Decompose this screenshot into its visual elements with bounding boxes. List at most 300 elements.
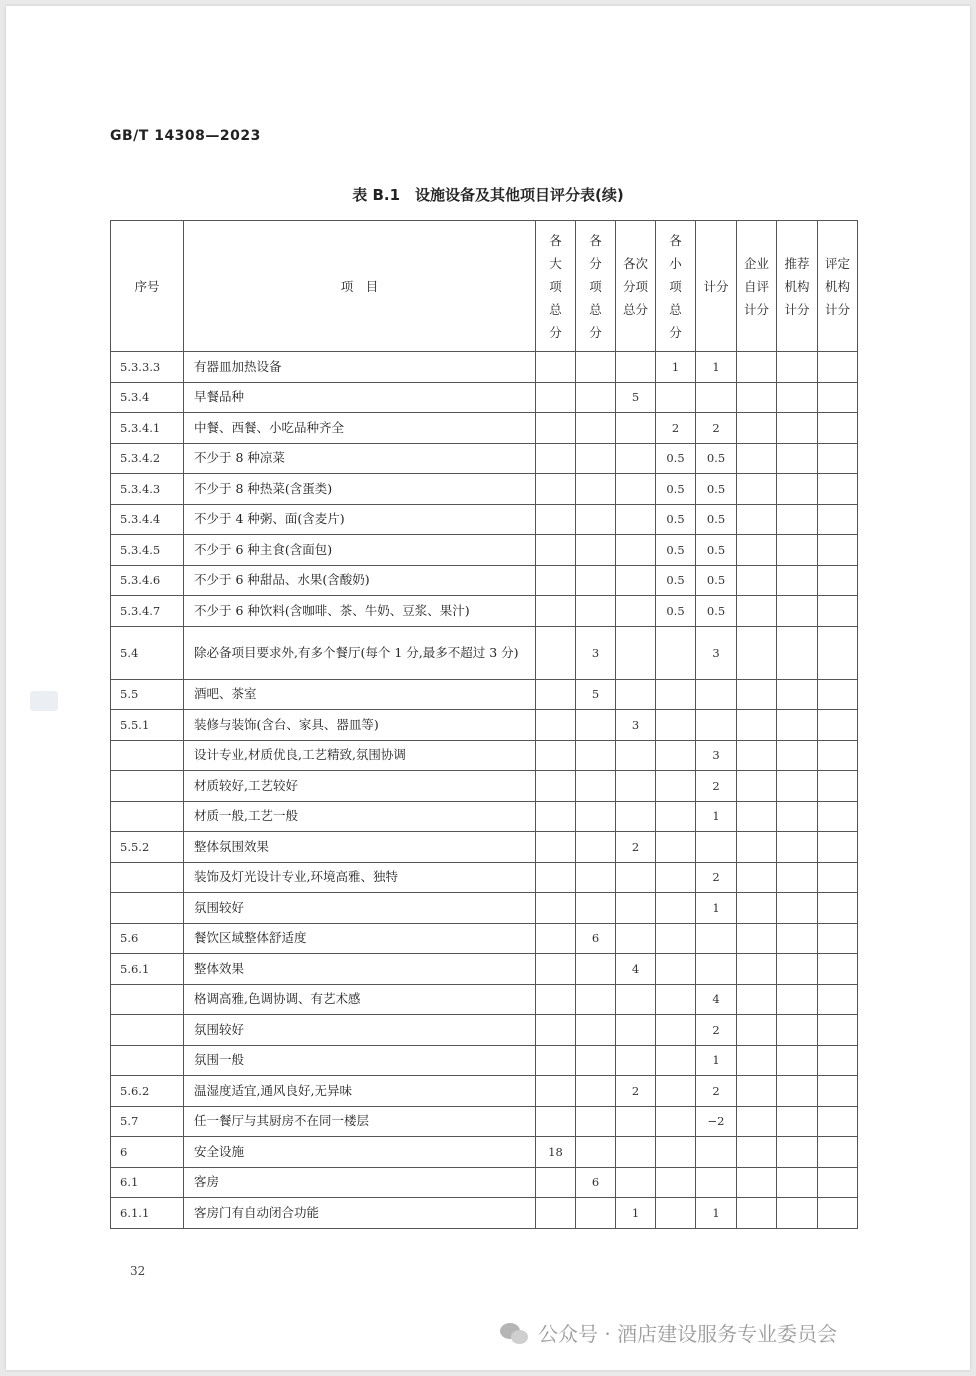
- row-sub-total: [576, 1015, 616, 1046]
- row-sub-total: [576, 443, 616, 474]
- row-item: 温湿度适宜,通风良好,无异味: [184, 1076, 536, 1107]
- table-row: [111, 893, 858, 924]
- row-minor-total: [656, 862, 696, 893]
- row-self-eval: [737, 1106, 777, 1137]
- row-secondary-total: [616, 923, 656, 954]
- row-secondary-total: [616, 740, 656, 771]
- row-score: [696, 1137, 737, 1168]
- row-major-total: [536, 893, 576, 924]
- row-score: 2: [696, 413, 737, 444]
- row-assess: [818, 565, 858, 596]
- header-minor-total: 各小项总分: [656, 221, 696, 352]
- row-recommend: [777, 893, 818, 924]
- row-major-total: [536, 596, 576, 627]
- row-sub-total: 5: [576, 679, 616, 710]
- row-score: [696, 832, 737, 863]
- row-sub-total: [576, 535, 616, 566]
- row-self-eval: [737, 504, 777, 535]
- row-minor-total: 2: [656, 413, 696, 444]
- row-major-total: [536, 1015, 576, 1046]
- row-score: −2: [696, 1106, 737, 1137]
- row-secondary-total: [616, 1045, 656, 1076]
- header-secondary-total: 各次分项总分: [616, 221, 656, 352]
- table-row: [111, 710, 858, 741]
- table-row: [111, 1106, 858, 1137]
- table-row: [111, 1167, 858, 1198]
- watermark: [500, 1318, 837, 1347]
- row-number: 5.5: [111, 679, 184, 710]
- row-minor-total: 1: [656, 352, 696, 383]
- row-major-total: [536, 504, 576, 535]
- row-item: 任一餐厅与其厨房不在同一楼层: [184, 1106, 536, 1137]
- row-minor-total: 0.5: [656, 474, 696, 505]
- row-self-eval: [737, 710, 777, 741]
- row-minor-total: [656, 1167, 696, 1198]
- row-item: 客房: [184, 1167, 536, 1198]
- row-score: 3: [696, 740, 737, 771]
- row-item: 氛围一般: [184, 1045, 536, 1076]
- row-score: 4: [696, 984, 737, 1015]
- row-secondary-total: [616, 771, 656, 802]
- row-self-eval: [737, 954, 777, 985]
- row-number: 5.6.2: [111, 1076, 184, 1107]
- row-secondary-total: [616, 535, 656, 566]
- row-assess: [818, 626, 858, 679]
- row-assess: [818, 893, 858, 924]
- row-score: [696, 382, 737, 413]
- row-sub-total: [576, 504, 616, 535]
- row-score: [696, 679, 737, 710]
- header-self-eval: 企业自评计分: [737, 221, 777, 352]
- row-secondary-total: [616, 565, 656, 596]
- row-minor-total: [656, 710, 696, 741]
- row-major-total: [536, 382, 576, 413]
- row-recommend: [777, 801, 818, 832]
- row-number: 5.3.4.7: [111, 596, 184, 627]
- table-row: [111, 1045, 858, 1076]
- row-self-eval: [737, 535, 777, 566]
- row-item: 有器皿加热设备: [184, 352, 536, 383]
- row-item: 不少于 8 种凉菜: [184, 443, 536, 474]
- header-assess: 评定机构计分: [818, 221, 858, 352]
- row-item: 设计专业,材质优良,工艺精致,氛围协调: [184, 740, 536, 771]
- watermark-text: 公众号 · 酒店建设服务专业委员会: [538, 1322, 838, 1346]
- row-major-total: [536, 1045, 576, 1076]
- row-self-eval: [737, 771, 777, 802]
- row-self-eval: [737, 626, 777, 679]
- row-secondary-total: 4: [616, 954, 656, 985]
- row-recommend: [777, 771, 818, 802]
- row-assess: [818, 862, 858, 893]
- row-recommend: [777, 382, 818, 413]
- row-score: 3: [696, 626, 737, 679]
- row-recommend: [777, 1045, 818, 1076]
- row-minor-total: [656, 984, 696, 1015]
- row-score: 0.5: [696, 504, 737, 535]
- row-sub-total: [576, 413, 616, 444]
- row-number: 5.7: [111, 1106, 184, 1137]
- table-row: [111, 443, 858, 474]
- row-minor-total: 0.5: [656, 565, 696, 596]
- row-major-total: [536, 740, 576, 771]
- header-score: 计分: [696, 221, 737, 352]
- row-self-eval: [737, 1015, 777, 1046]
- row-major-total: [536, 1076, 576, 1107]
- table-row: [111, 740, 858, 771]
- row-minor-total: [656, 740, 696, 771]
- row-score: 2: [696, 1076, 737, 1107]
- row-number: 5.6: [111, 923, 184, 954]
- row-recommend: [777, 474, 818, 505]
- row-item: 客房门有自动闭合功能: [184, 1198, 536, 1229]
- row-item: 格调高雅,色调协调、有艺术感: [184, 984, 536, 1015]
- row-secondary-total: [616, 504, 656, 535]
- row-secondary-total: [616, 679, 656, 710]
- row-minor-total: [656, 1045, 696, 1076]
- row-sub-total: [576, 1137, 616, 1168]
- row-major-total: [536, 801, 576, 832]
- table-row: [111, 382, 858, 413]
- row-item: 中餐、西餐、小吃品种齐全: [184, 413, 536, 444]
- row-major-total: [536, 626, 576, 679]
- table-row: [111, 596, 858, 627]
- header-seq: 序号: [111, 221, 184, 352]
- row-assess: [818, 443, 858, 474]
- header-major-total: 各大项总分: [536, 221, 576, 352]
- row-assess: [818, 596, 858, 627]
- row-number: 5.3.3.3: [111, 352, 184, 383]
- row-recommend: [777, 1198, 818, 1229]
- row-score: 2: [696, 771, 737, 802]
- row-secondary-total: [616, 893, 656, 924]
- row-minor-total: [656, 832, 696, 863]
- row-secondary-total: [616, 626, 656, 679]
- scoring-table: [110, 220, 858, 1229]
- standard-code: GB/T 14308—2023: [110, 128, 261, 144]
- row-recommend: [777, 923, 818, 954]
- row-assess: [818, 679, 858, 710]
- row-number: 5.4: [111, 626, 184, 679]
- row-secondary-total: 2: [616, 832, 656, 863]
- row-assess: [818, 801, 858, 832]
- row-item: 氛围较好: [184, 893, 536, 924]
- table-row: [111, 1076, 858, 1107]
- row-secondary-total: 1: [616, 1198, 656, 1229]
- row-minor-total: [656, 1076, 696, 1107]
- row-sub-total: [576, 710, 616, 741]
- row-score: 0.5: [696, 443, 737, 474]
- table-row: [111, 626, 858, 679]
- row-minor-total: [656, 1137, 696, 1168]
- row-number: 5.3.4.4: [111, 504, 184, 535]
- row-self-eval: [737, 474, 777, 505]
- row-item: 早餐品种: [184, 382, 536, 413]
- row-major-total: [536, 413, 576, 444]
- row-self-eval: [737, 1198, 777, 1229]
- row-sub-total: [576, 954, 616, 985]
- row-secondary-total: [616, 352, 656, 383]
- row-item: 餐饮区域整体舒适度: [184, 923, 536, 954]
- row-sub-total: [576, 565, 616, 596]
- row-major-total: [536, 832, 576, 863]
- row-sub-total: [576, 474, 616, 505]
- row-major-total: [536, 954, 576, 985]
- row-score: 0.5: [696, 565, 737, 596]
- row-minor-total: [656, 679, 696, 710]
- row-sub-total: [576, 801, 616, 832]
- table-row: [111, 771, 858, 802]
- row-self-eval: [737, 862, 777, 893]
- row-assess: [818, 954, 858, 985]
- row-sub-total: [576, 1106, 616, 1137]
- side-tab-mark: [30, 691, 58, 711]
- row-score: 0.5: [696, 474, 737, 505]
- table-row: [111, 504, 858, 535]
- row-recommend: [777, 1167, 818, 1198]
- row-major-total: [536, 984, 576, 1015]
- row-self-eval: [737, 413, 777, 444]
- row-self-eval: [737, 1076, 777, 1107]
- table-row: [111, 984, 858, 1015]
- row-major-total: [536, 352, 576, 383]
- row-minor-total: [656, 954, 696, 985]
- row-score: 2: [696, 1015, 737, 1046]
- row-recommend: [777, 352, 818, 383]
- row-item: 装饰及灯光设计专业,环境高雅、独特: [184, 862, 536, 893]
- row-recommend: [777, 954, 818, 985]
- row-recommend: [777, 1137, 818, 1168]
- row-sub-total: [576, 1198, 616, 1229]
- row-number: 6: [111, 1137, 184, 1168]
- row-major-total: [536, 679, 576, 710]
- row-major-total: [536, 923, 576, 954]
- row-self-eval: [737, 893, 777, 924]
- row-secondary-total: [616, 1167, 656, 1198]
- row-minor-total: [656, 626, 696, 679]
- row-secondary-total: [616, 862, 656, 893]
- table-row: [111, 1015, 858, 1046]
- row-minor-total: [656, 1015, 696, 1046]
- row-score: [696, 710, 737, 741]
- document-page: [6, 6, 970, 1370]
- row-assess: [818, 504, 858, 535]
- row-minor-total: [656, 1198, 696, 1229]
- row-number: 5.6.1: [111, 954, 184, 985]
- row-minor-total: 0.5: [656, 504, 696, 535]
- row-number: 5.5.1: [111, 710, 184, 741]
- row-recommend: [777, 1106, 818, 1137]
- row-number: [111, 1015, 184, 1046]
- row-assess: [818, 923, 858, 954]
- row-assess: [818, 832, 858, 863]
- row-score: 1: [696, 352, 737, 383]
- table-row: [111, 679, 858, 710]
- row-sub-total: [576, 382, 616, 413]
- row-assess: [818, 710, 858, 741]
- row-score: 1: [696, 1045, 737, 1076]
- row-self-eval: [737, 801, 777, 832]
- row-self-eval: [737, 565, 777, 596]
- row-self-eval: [737, 1045, 777, 1076]
- header-sub-total: 各分项总分: [576, 221, 616, 352]
- row-secondary-total: [616, 413, 656, 444]
- row-major-total: 18: [536, 1137, 576, 1168]
- row-recommend: [777, 626, 818, 679]
- table-row: [111, 565, 858, 596]
- table-body: [111, 352, 858, 1229]
- row-number: [111, 801, 184, 832]
- page-number: 32: [130, 1264, 146, 1278]
- row-assess: [818, 1106, 858, 1137]
- row-score: 1: [696, 1198, 737, 1229]
- row-self-eval: [737, 443, 777, 474]
- table-row: [111, 1198, 858, 1229]
- row-sub-total: [576, 771, 616, 802]
- row-number: 6.1: [111, 1167, 184, 1198]
- row-score: 0.5: [696, 596, 737, 627]
- row-number: 5.3.4.5: [111, 535, 184, 566]
- row-recommend: [777, 862, 818, 893]
- row-item: 不少于 6 种主食(含面包): [184, 535, 536, 566]
- row-number: [111, 771, 184, 802]
- row-number: 5.3.4.1: [111, 413, 184, 444]
- row-number: 5.5.2: [111, 832, 184, 863]
- table-row: [111, 352, 858, 383]
- row-secondary-total: [616, 1137, 656, 1168]
- row-number: [111, 862, 184, 893]
- table-row: [111, 801, 858, 832]
- row-major-total: [536, 535, 576, 566]
- row-number: 5.3.4.3: [111, 474, 184, 505]
- row-self-eval: [737, 984, 777, 1015]
- row-assess: [818, 1015, 858, 1046]
- row-secondary-total: 3: [616, 710, 656, 741]
- row-recommend: [777, 984, 818, 1015]
- row-score: [696, 954, 737, 985]
- row-major-total: [536, 474, 576, 505]
- row-number: 5.3.4.2: [111, 443, 184, 474]
- row-number: [111, 984, 184, 1015]
- row-item: 材质一般,工艺一般: [184, 801, 536, 832]
- row-secondary-total: [616, 984, 656, 1015]
- row-secondary-total: [616, 596, 656, 627]
- row-assess: [818, 1045, 858, 1076]
- row-item: 整体氛围效果: [184, 832, 536, 863]
- table-row: [111, 862, 858, 893]
- row-major-total: [536, 771, 576, 802]
- row-major-total: [536, 443, 576, 474]
- row-assess: [818, 474, 858, 505]
- row-major-total: [536, 565, 576, 596]
- row-assess: [818, 1076, 858, 1107]
- row-item: 安全设施: [184, 1137, 536, 1168]
- row-recommend: [777, 1076, 818, 1107]
- row-sub-total: 6: [576, 923, 616, 954]
- row-minor-total: [656, 923, 696, 954]
- row-assess: [818, 740, 858, 771]
- header-item: 项 目: [184, 221, 536, 352]
- table-row: [111, 1137, 858, 1168]
- row-recommend: [777, 504, 818, 535]
- row-major-total: [536, 862, 576, 893]
- row-sub-total: [576, 352, 616, 383]
- row-self-eval: [737, 1167, 777, 1198]
- row-assess: [818, 984, 858, 1015]
- row-item: 酒吧、茶室: [184, 679, 536, 710]
- row-assess: [818, 1167, 858, 1198]
- row-self-eval: [737, 382, 777, 413]
- row-assess: [818, 382, 858, 413]
- row-minor-total: 0.5: [656, 443, 696, 474]
- row-self-eval: [737, 352, 777, 383]
- row-major-total: [536, 1167, 576, 1198]
- row-score: 0.5: [696, 535, 737, 566]
- row-number: 6.1.1: [111, 1198, 184, 1229]
- row-minor-total: [656, 771, 696, 802]
- row-score: [696, 1167, 737, 1198]
- row-recommend: [777, 535, 818, 566]
- row-item: 不少于 8 种热菜(含蛋类): [184, 474, 536, 505]
- table-row: [111, 474, 858, 505]
- row-recommend: [777, 1015, 818, 1046]
- row-sub-total: [576, 740, 616, 771]
- row-number: [111, 893, 184, 924]
- row-self-eval: [737, 1137, 777, 1168]
- row-assess: [818, 535, 858, 566]
- row-secondary-total: [616, 1106, 656, 1137]
- row-secondary-total: 5: [616, 382, 656, 413]
- table-row: [111, 954, 858, 985]
- row-number: [111, 740, 184, 771]
- row-secondary-total: 2: [616, 1076, 656, 1107]
- row-sub-total: [576, 984, 616, 1015]
- row-recommend: [777, 832, 818, 863]
- row-score: 1: [696, 893, 737, 924]
- row-self-eval: [737, 596, 777, 627]
- table-row: [111, 832, 858, 863]
- row-secondary-total: [616, 1015, 656, 1046]
- row-recommend: [777, 679, 818, 710]
- row-self-eval: [737, 740, 777, 771]
- row-recommend: [777, 740, 818, 771]
- row-major-total: [536, 1106, 576, 1137]
- row-number: 5.3.4: [111, 382, 184, 413]
- row-minor-total: 0.5: [656, 535, 696, 566]
- row-minor-total: [656, 1106, 696, 1137]
- row-item: 不少于 6 种甜品、水果(含酸奶): [184, 565, 536, 596]
- row-sub-total: [576, 893, 616, 924]
- row-self-eval: [737, 923, 777, 954]
- row-number: 5.3.4.6: [111, 565, 184, 596]
- row-item: 装修与装饰(含台、家具、器皿等): [184, 710, 536, 741]
- row-item: 材质较好,工艺较好: [184, 771, 536, 802]
- row-recommend: [777, 596, 818, 627]
- row-assess: [818, 352, 858, 383]
- row-assess: [818, 1198, 858, 1229]
- scoring-table-container: [110, 220, 857, 1229]
- row-item: 不少于 6 种饮料(含咖啡、茶、牛奶、豆浆、果汁): [184, 596, 536, 627]
- header-recommend: 推荐机构计分: [777, 221, 818, 352]
- row-secondary-total: [616, 474, 656, 505]
- row-item: 除必备项目要求外,有多个餐厅(每个 1 分,最多不超过 3 分): [184, 626, 536, 679]
- row-sub-total: [576, 596, 616, 627]
- table-row: [111, 923, 858, 954]
- row-minor-total: [656, 893, 696, 924]
- row-sub-total: 6: [576, 1167, 616, 1198]
- row-sub-total: [576, 1076, 616, 1107]
- row-minor-total: [656, 801, 696, 832]
- row-item: 不少于 4 种粥、面(含麦片): [184, 504, 536, 535]
